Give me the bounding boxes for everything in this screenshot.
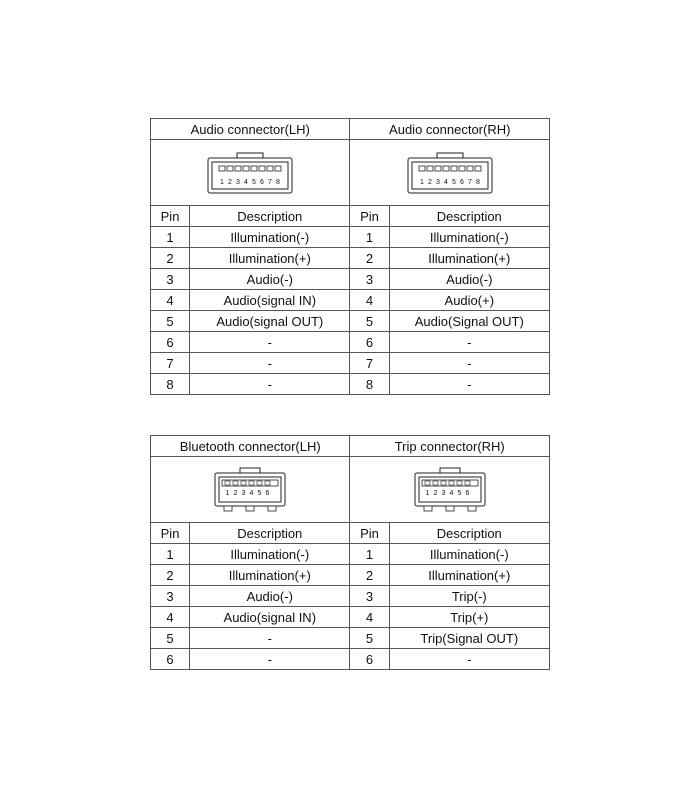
pin-cell: 5: [151, 311, 190, 332]
pin-number-label: 1: [419, 178, 424, 186]
pin-header: Pin: [350, 523, 389, 544]
description-cell: Audio(-): [190, 269, 350, 290]
pin-number-label: 6: [260, 178, 265, 186]
connector-6pin-icon: [214, 467, 286, 513]
description-cell: -: [389, 374, 549, 395]
pin-cell: 2: [350, 248, 389, 269]
table-row: [151, 586, 550, 607]
description-cell: Illumination(+): [389, 565, 549, 586]
table-row: [151, 374, 550, 395]
table-row: [151, 607, 550, 628]
pin-header: Pin: [151, 206, 190, 227]
audio-connector-table: [150, 118, 550, 395]
connector-8pin-icon: [207, 152, 293, 194]
pin-number-label: 4: [443, 178, 448, 186]
description-cell: -: [389, 353, 549, 374]
pin-number-label: 7: [467, 178, 472, 186]
table-row: [151, 269, 550, 290]
pin-number-label: 2: [427, 178, 432, 186]
description-cell: Trip(+): [389, 607, 549, 628]
table-row: [151, 353, 550, 374]
description-cell: -: [389, 649, 549, 670]
pin-cell: 6: [350, 649, 389, 670]
description-cell: Illumination(+): [190, 565, 350, 586]
pin-number-label: 3: [441, 489, 446, 497]
description-cell: -: [389, 332, 549, 353]
pin-cell: 2: [151, 248, 190, 269]
description-header: Description: [190, 523, 350, 544]
pin-cell: 2: [350, 565, 389, 586]
pin-cell: 1: [350, 544, 389, 565]
pin-cell: 3: [151, 269, 190, 290]
pin-cell: 4: [151, 607, 190, 628]
pin-number-label: 1: [220, 178, 225, 186]
table-row: [151, 227, 550, 248]
connector-diagram-cell-left: [151, 457, 350, 523]
description-header: Description: [389, 206, 549, 227]
bluetooth-trip-connector-table: [150, 435, 550, 670]
description-cell: Trip(Signal OUT): [389, 628, 549, 649]
pin-cell: 4: [151, 290, 190, 311]
pin-number-label: 3: [241, 489, 246, 497]
table-row: [151, 628, 550, 649]
connector-6pin-icon: [414, 467, 486, 513]
pin-cell: 5: [151, 628, 190, 649]
description-cell: Illumination(+): [389, 248, 549, 269]
pin-number-label: 5: [252, 178, 257, 186]
pin-number-label: 6: [465, 489, 470, 497]
pin-cell: 5: [350, 628, 389, 649]
description-cell: -: [190, 649, 350, 670]
pin-number-label: 4: [249, 489, 254, 497]
description-cell: -: [190, 374, 350, 395]
connector-title-right: Trip connector(RH): [350, 436, 550, 457]
pin-cell: 4: [350, 290, 389, 311]
pin-number-label: 7: [268, 178, 273, 186]
connector-title-right: Audio connector(RH): [350, 119, 550, 140]
description-cell: Illumination(-): [190, 544, 350, 565]
table-row: [151, 290, 550, 311]
description-header: Description: [389, 523, 549, 544]
description-cell: Audio(+): [389, 290, 549, 311]
description-cell: Illumination(-): [389, 227, 549, 248]
table-row: [151, 311, 550, 332]
description-cell: Illumination(-): [389, 544, 549, 565]
description-cell: -: [190, 628, 350, 649]
audio-pin-rows: [151, 227, 550, 395]
pin-number-label: 8: [276, 178, 281, 186]
pin-number-label: 6: [265, 489, 270, 497]
pin-number-label: 3: [236, 178, 241, 186]
table-row: [151, 544, 550, 565]
description-cell: Illumination(-): [190, 227, 350, 248]
pin-number-label: 4: [449, 489, 454, 497]
description-cell: Audio(Signal OUT): [389, 311, 549, 332]
pin-header: Pin: [151, 523, 190, 544]
pin-number-label: 2: [433, 489, 438, 497]
description-cell: Audio(signal IN): [190, 290, 350, 311]
description-cell: Illumination(+): [190, 248, 350, 269]
pin-cell: 2: [151, 565, 190, 586]
connector-title-left: Audio connector(LH): [151, 119, 350, 140]
table-row: [151, 248, 550, 269]
pin-cell: 7: [151, 353, 190, 374]
pin-number-label: 1: [225, 489, 230, 497]
connector-diagram-cell-right: [350, 457, 550, 523]
description-cell: Audio(signal IN): [190, 607, 350, 628]
table-row: [151, 649, 550, 670]
pin-cell: 3: [350, 586, 389, 607]
description-cell: Audio(-): [190, 586, 350, 607]
pin-cell: 1: [151, 544, 190, 565]
pin-cell: 8: [151, 374, 190, 395]
connector-title-left: Bluetooth connector(LH): [151, 436, 350, 457]
pin-cell: 6: [151, 649, 190, 670]
pin-header: Pin: [350, 206, 389, 227]
description-cell: Audio(signal OUT): [190, 311, 350, 332]
pin-cell: 7: [350, 353, 389, 374]
description-cell: Audio(-): [389, 269, 549, 290]
table-row: [151, 332, 550, 353]
pin-number-label: 4: [244, 178, 249, 186]
description-cell: -: [190, 353, 350, 374]
table-row: [151, 565, 550, 586]
pin-cell: 3: [350, 269, 389, 290]
pin-number-label: 5: [451, 178, 456, 186]
pin-cell: 6: [151, 332, 190, 353]
bluetooth-trip-pin-rows: [151, 544, 550, 670]
description-header: Description: [190, 206, 350, 227]
pin-number-label: 2: [228, 178, 233, 186]
description-cell: Trip(-): [389, 586, 549, 607]
pin-number-label: 6: [459, 178, 464, 186]
pin-cell: 1: [350, 227, 389, 248]
description-cell: -: [190, 332, 350, 353]
pin-number-label: 2: [233, 489, 238, 497]
connector-diagram-cell-right: [350, 140, 550, 206]
connector-8pin-icon: [407, 152, 493, 194]
pin-cell: 4: [350, 607, 389, 628]
pin-number-label: 3: [435, 178, 440, 186]
connector-diagram-cell-left: [151, 140, 350, 206]
pin-number-label: 1: [425, 489, 430, 497]
pin-number-label: 5: [257, 489, 262, 497]
pin-cell: 3: [151, 586, 190, 607]
pin-cell: 8: [350, 374, 389, 395]
pin-cell: 1: [151, 227, 190, 248]
pin-number-label: 8: [475, 178, 480, 186]
pin-cell: 6: [350, 332, 389, 353]
pin-cell: 5: [350, 311, 389, 332]
pin-number-label: 5: [457, 489, 462, 497]
